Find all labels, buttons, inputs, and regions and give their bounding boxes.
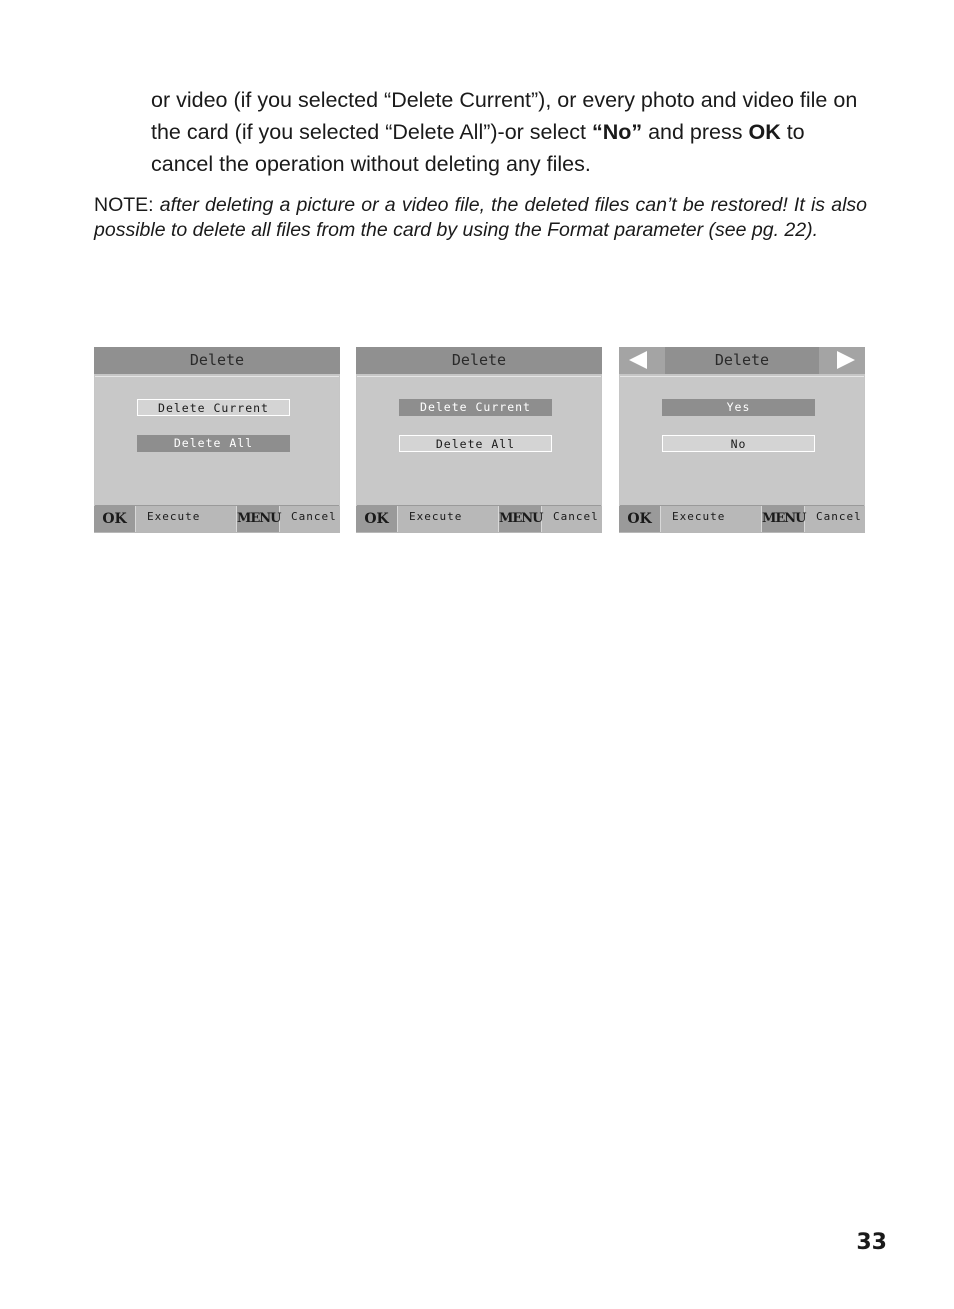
paragraph-ok-emphasis: OK	[748, 120, 781, 144]
menu-button[interactable]: MENU	[761, 506, 805, 532]
paragraph-no-emphasis: “No”	[591, 120, 643, 144]
ok-button[interactable]: OK	[356, 506, 398, 532]
ok-button[interactable]: OK	[619, 506, 661, 532]
delete-screen-3	[619, 347, 865, 533]
screen-footer	[94, 506, 340, 533]
paragraph-text-1: or video (if you selected “Delete Current”), or every photo and video file on the card (if you selected “Delete All”)-or select	[151, 88, 858, 144]
ok-button[interactable]: OK	[94, 506, 136, 532]
option-no[interactable]: No	[662, 435, 815, 452]
screen-footer	[356, 506, 602, 533]
option-yes[interactable]: Yes	[662, 399, 815, 416]
screen-title: Delete	[451, 351, 507, 369]
delete-screen-1	[94, 347, 340, 533]
option-delete-all[interactable]: Delete All	[137, 435, 290, 452]
page-number: 33	[856, 1230, 887, 1255]
menu-button[interactable]: MENU	[498, 506, 542, 532]
execute-label: Execute	[672, 510, 726, 523]
note-text: after deleting a picture or a video file, the deleted files can’t be restored! It is also possible to delete all files from the card by using the Format parameter (see pg. 22).	[94, 194, 868, 241]
note-paragraph	[94, 193, 867, 243]
option-delete-current[interactable]: Delete Current	[399, 399, 552, 416]
execute-label: Execute	[409, 510, 463, 523]
cancel-label: Cancel	[291, 510, 337, 523]
option-delete-all[interactable]: Delete All	[399, 435, 552, 452]
cancel-label: Cancel	[816, 510, 862, 523]
delete-screen-2	[356, 347, 602, 533]
screen-title: Delete	[714, 351, 770, 369]
paragraph-text-3: to cancel the operation without deleting any files.	[151, 120, 805, 176]
paragraph-text-2: and press	[642, 120, 749, 144]
screen-footer	[619, 506, 865, 533]
note-label: NOTE:	[94, 194, 154, 216]
execute-label: Execute	[147, 510, 201, 523]
option-delete-current[interactable]: Delete Current	[137, 399, 290, 416]
cancel-label: Cancel	[553, 510, 599, 523]
body-paragraph	[151, 84, 867, 180]
screen-title: Delete	[189, 351, 245, 369]
menu-button[interactable]: MENU	[236, 506, 280, 532]
